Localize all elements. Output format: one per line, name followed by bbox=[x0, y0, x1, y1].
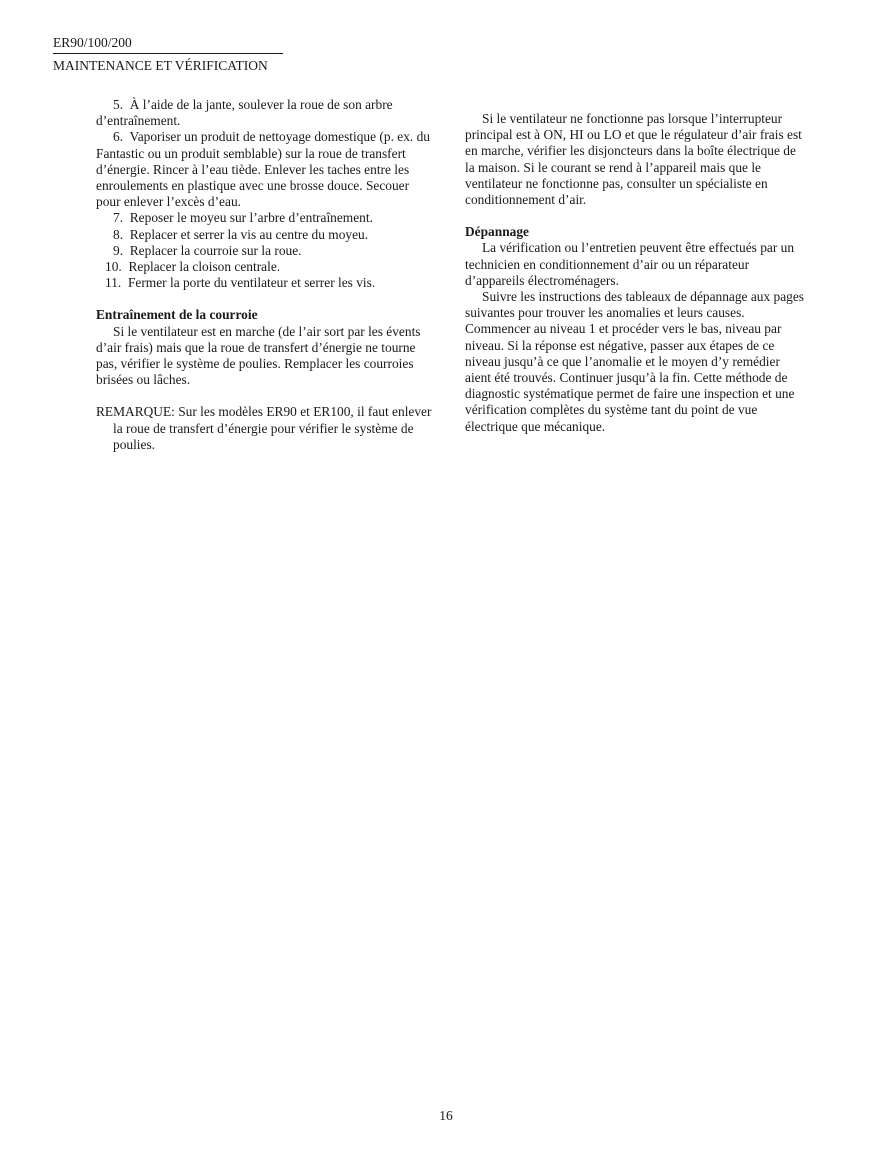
fan-check-text: Si le ventilateur ne fonctionne pas lorsque l’interrupteur principal est à ON, HI ou LO et que le régulateur d’air frais est en marche, vérifier les disjoncteurs dans la boîte électrique de la maison. Si le courant se rend à l’appareil mais que le ventilateur ne fonctionne pas, consulter un spécialiste en conditionnement d’air. bbox=[465, 111, 802, 208]
belt-drive-text: Si le ventilateur est en marche (de l’air sort par les évents d’air frais) mais que la roue de transfert d’énergie ne tourne pas, vérifier le système de poulies. Remplacer les courroies brisées ou lâches. bbox=[96, 323, 421, 388]
left-column bbox=[96, 97, 436, 453]
step-text: Fermer la porte du ventilateur et serrer les vis. bbox=[127, 275, 376, 291]
section-title: MAINTENANCE ET VÉRIFICATION bbox=[53, 58, 268, 73]
step-number: 8. bbox=[113, 226, 124, 242]
page-number: 16 bbox=[439, 1108, 453, 1123]
step-number: 7. bbox=[113, 210, 124, 226]
right-column bbox=[465, 111, 805, 435]
step-number: 11. bbox=[105, 275, 122, 291]
belt-drive-heading: Entraînement de la courroie bbox=[96, 307, 258, 323]
step-text: Replacer et serrer la vis au centre du moyeu. bbox=[129, 226, 369, 242]
step-6 bbox=[96, 129, 436, 210]
step-9 bbox=[96, 243, 436, 259]
step-text: Vaporiser un produit de nettoyage domestique (p. ex. du Fantastic ou un produit semblable) sur la roue de transfert d’énergie. Rincer à l’eau tiède. Enlever les taches entre les enroulements en plastique avec une brosse douce. Secouer pour enlever l’excès d’eau. bbox=[96, 129, 430, 210]
step-11 bbox=[96, 275, 436, 291]
page-header bbox=[53, 34, 283, 74]
step-number: 10. bbox=[105, 259, 122, 275]
troubleshooting-heading: Dépannage bbox=[465, 224, 529, 240]
troubleshooting-paragraph-2: Suivre les instructions des tableaux de dépannage aux pages suivantes pour trouver les anomalies et leurs causes. Commencer au niveau 1 et procéder vers le bas, niveau par niveau. Si la réponse est négative, passer aux étapes de ce niveau jusqu’à ce que l’anomalie et le moyen d’y remédier aient été trouvés. Continuer jusqu’à la fin. Cette méthode de diagnostic systématique permet de faire une inspection et une vérification complètes du système tant du point de vue électrique que mécanique. bbox=[465, 289, 805, 434]
step-10 bbox=[96, 259, 436, 275]
note-paragraph: REMARQUE: Sur les modèles ER90 et ER100, il faut enlever la roue de transfert d’énergie pour vérifier le système de poulies. bbox=[96, 404, 432, 452]
troubleshooting-paragraph-1: La vérification ou l’entretien peuvent être effectués par un technicien en conditionnement d’air ou un réparateur d’appareils électroménagers. bbox=[465, 240, 795, 288]
step-text: Replacer la cloison centrale. bbox=[128, 259, 281, 275]
step-text: Replacer la courroie sur la roue. bbox=[129, 242, 302, 258]
step-text: À l’aide de la jante, soulever la roue de son arbre d’entraînement. bbox=[96, 97, 393, 129]
step-5 bbox=[96, 97, 436, 129]
step-number: 5. bbox=[113, 97, 124, 112]
step-7 bbox=[96, 210, 436, 226]
model-number: ER90/100/200 bbox=[53, 34, 283, 54]
step-number: 6. bbox=[113, 129, 124, 145]
step-8 bbox=[96, 227, 436, 243]
step-text: Reposer le moyeu sur l’arbre d’entraînement. bbox=[129, 210, 373, 226]
step-number: 9. bbox=[113, 242, 124, 258]
